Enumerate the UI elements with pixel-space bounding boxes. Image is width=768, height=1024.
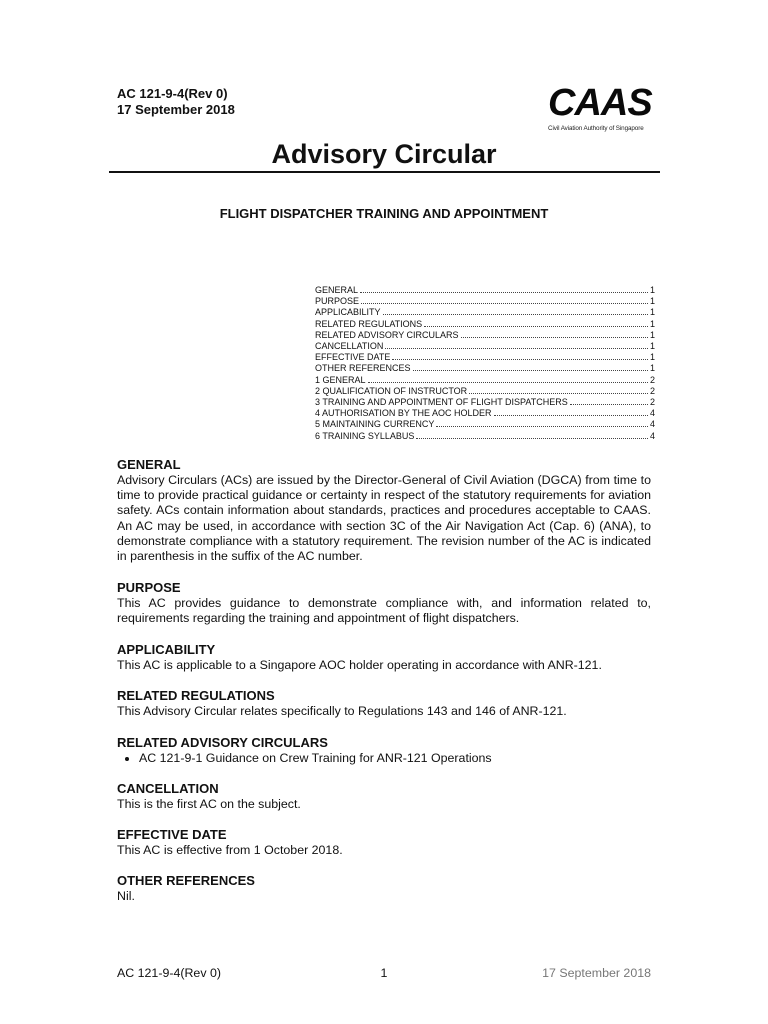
related-ac-list bbox=[117, 751, 651, 766]
footer-page-number: 1 bbox=[380, 966, 388, 980]
toc-leader bbox=[570, 404, 648, 405]
section-body: Nil. bbox=[117, 889, 135, 903]
section-body: This AC is applicable to a Singapore AOC holder operating in accordance with ANR-121. bbox=[117, 658, 602, 672]
section-heading: GENERAL bbox=[117, 457, 181, 472]
logo-tagline: Civil Aviation Authority of Singapore bbox=[548, 125, 644, 132]
document-subject: FLIGHT DISPATCHER TRAINING AND APPOINTMENT bbox=[219, 206, 549, 221]
section-heading: CANCELLATION bbox=[117, 781, 219, 796]
logo-mark: CAAS bbox=[548, 82, 652, 124]
toc-label: 5 MAINTAINING CURRENCY bbox=[315, 419, 435, 430]
doc-date: 17 September 2018 bbox=[117, 102, 235, 117]
toc-entry[interactable] bbox=[315, 408, 655, 419]
section-body: This is the first AC on the subject. bbox=[117, 797, 301, 811]
toc-label: EFFECTIVE DATE bbox=[315, 352, 391, 363]
page-footer bbox=[117, 965, 651, 981]
section-general bbox=[117, 457, 651, 564]
footer-doc-number: AC 121-9-4(Rev 0) bbox=[117, 966, 221, 980]
toc-entry[interactable] bbox=[315, 341, 655, 352]
toc-page: 2 bbox=[649, 385, 655, 396]
toc-page: 1 bbox=[649, 363, 655, 374]
toc-label: 2 QUALIFICATION OF INSTRUCTOR bbox=[315, 385, 468, 396]
toc-label: 1 GENERAL bbox=[315, 374, 366, 385]
toc-label: APPLICABILITY bbox=[315, 307, 381, 318]
toc-leader bbox=[392, 359, 648, 360]
toc-entry[interactable] bbox=[315, 307, 655, 318]
document-reference bbox=[117, 86, 235, 118]
toc-entry[interactable] bbox=[315, 397, 655, 408]
toc-leader bbox=[461, 337, 648, 338]
toc-leader bbox=[494, 415, 648, 416]
toc-page: 4 bbox=[649, 430, 655, 441]
toc-entry[interactable] bbox=[315, 285, 655, 296]
toc-entry[interactable] bbox=[315, 296, 655, 307]
toc-page: 2 bbox=[649, 374, 655, 385]
toc-entry[interactable] bbox=[315, 363, 655, 374]
section-related-regulations bbox=[117, 688, 651, 719]
toc-page: 2 bbox=[649, 397, 655, 408]
toc-leader bbox=[424, 326, 648, 327]
title-divider bbox=[109, 171, 660, 173]
toc-page: 1 bbox=[649, 285, 655, 295]
doc-number: AC 121-9-4(Rev 0) bbox=[117, 86, 228, 101]
toc-leader bbox=[416, 438, 648, 439]
section-effective-date bbox=[117, 827, 651, 858]
toc-page: 1 bbox=[649, 307, 655, 318]
section-other-references bbox=[117, 873, 651, 904]
toc-label: 3 TRAINING AND APPOINTMENT OF FLIGHT DISPATCHERS bbox=[315, 397, 568, 408]
toc-leader bbox=[385, 348, 648, 349]
section-body: This AC is effective from 1 October 2018. bbox=[117, 843, 343, 857]
section-heading: RELATED REGULATIONS bbox=[117, 688, 275, 703]
document-title: Advisory Circular bbox=[271, 139, 497, 169]
toc-leader bbox=[360, 292, 648, 293]
toc-leader bbox=[436, 426, 648, 427]
related-ac-item: • AC 121-9-1 Guidance on Crew Training for ANR-121 Operations bbox=[139, 751, 651, 766]
section-heading: APPLICABILITY bbox=[117, 642, 216, 657]
toc-entry[interactable] bbox=[315, 330, 655, 341]
toc-label: PURPOSE bbox=[315, 296, 360, 307]
toc-label: CANCELLATION bbox=[315, 341, 384, 352]
toc-page: 1 bbox=[649, 341, 655, 352]
section-body: Advisory Circulars (ACs) are issued by the Director-General of Civil Aviation (DGCA) from time to time to provide practical guidance or certainty in respect of the statutory requirements for aviation safety. ACs contain information about standards, practices and procedures acceptable to CAAS. An AC may be used, in accordance with section 3C of the Air Navigation Act (Cap. 6) (ANA), to demonstrate compliance with a statutory requirement. The revision number of the AC is indicated in parenthesis in the suffix of the AC number. bbox=[117, 473, 651, 564]
section-heading: PURPOSE bbox=[117, 580, 181, 595]
toc-entry[interactable] bbox=[315, 375, 655, 386]
section-body: This Advisory Circular relates specifically to Regulations 143 and 146 of ANR-121. bbox=[117, 704, 567, 718]
toc-page: 4 bbox=[649, 408, 655, 419]
section-heading: EFFECTIVE DATE bbox=[117, 827, 227, 842]
toc-label: RELATED REGULATIONS bbox=[315, 318, 423, 329]
toc-leader bbox=[368, 382, 648, 383]
toc-entry[interactable] bbox=[315, 386, 655, 397]
toc-leader bbox=[469, 393, 648, 394]
toc-page: 1 bbox=[649, 352, 655, 363]
toc-page: 1 bbox=[649, 318, 655, 329]
footer-date: 17 September 2018 bbox=[542, 966, 651, 980]
caas-logo bbox=[548, 84, 660, 133]
toc-entry[interactable] bbox=[315, 431, 655, 442]
toc-label: OTHER REFERENCES bbox=[315, 363, 411, 374]
toc-entry[interactable] bbox=[315, 319, 655, 330]
section-related-advisory-circulars bbox=[117, 735, 651, 766]
toc-label: GENERAL bbox=[315, 285, 359, 295]
section-body: This AC provides guidance to demonstrate compliance with, and information related to, requirements regarding the training and appointment of flight dispatchers. bbox=[117, 596, 651, 626]
section-heading: RELATED ADVISORY CIRCULARS bbox=[117, 735, 328, 750]
toc-page: 1 bbox=[649, 329, 655, 340]
table-of-contents bbox=[315, 285, 655, 442]
toc-entry[interactable] bbox=[315, 352, 655, 363]
toc-entry[interactable] bbox=[315, 419, 655, 430]
toc-page: 1 bbox=[649, 296, 655, 307]
toc-leader bbox=[383, 314, 648, 315]
section-applicability bbox=[117, 642, 651, 673]
toc-page: 4 bbox=[649, 419, 655, 430]
toc-label: RELATED ADVISORY CIRCULARS bbox=[315, 329, 459, 340]
section-heading: OTHER REFERENCES bbox=[117, 873, 255, 888]
toc-leader bbox=[361, 303, 648, 304]
toc-label: 6 TRAINING SYLLABUS bbox=[315, 430, 415, 441]
section-purpose bbox=[117, 580, 651, 626]
section-cancellation bbox=[117, 781, 651, 812]
toc-leader bbox=[413, 370, 648, 371]
toc-label: 4 AUTHORISATION BY THE AOC HOLDER bbox=[315, 408, 492, 419]
